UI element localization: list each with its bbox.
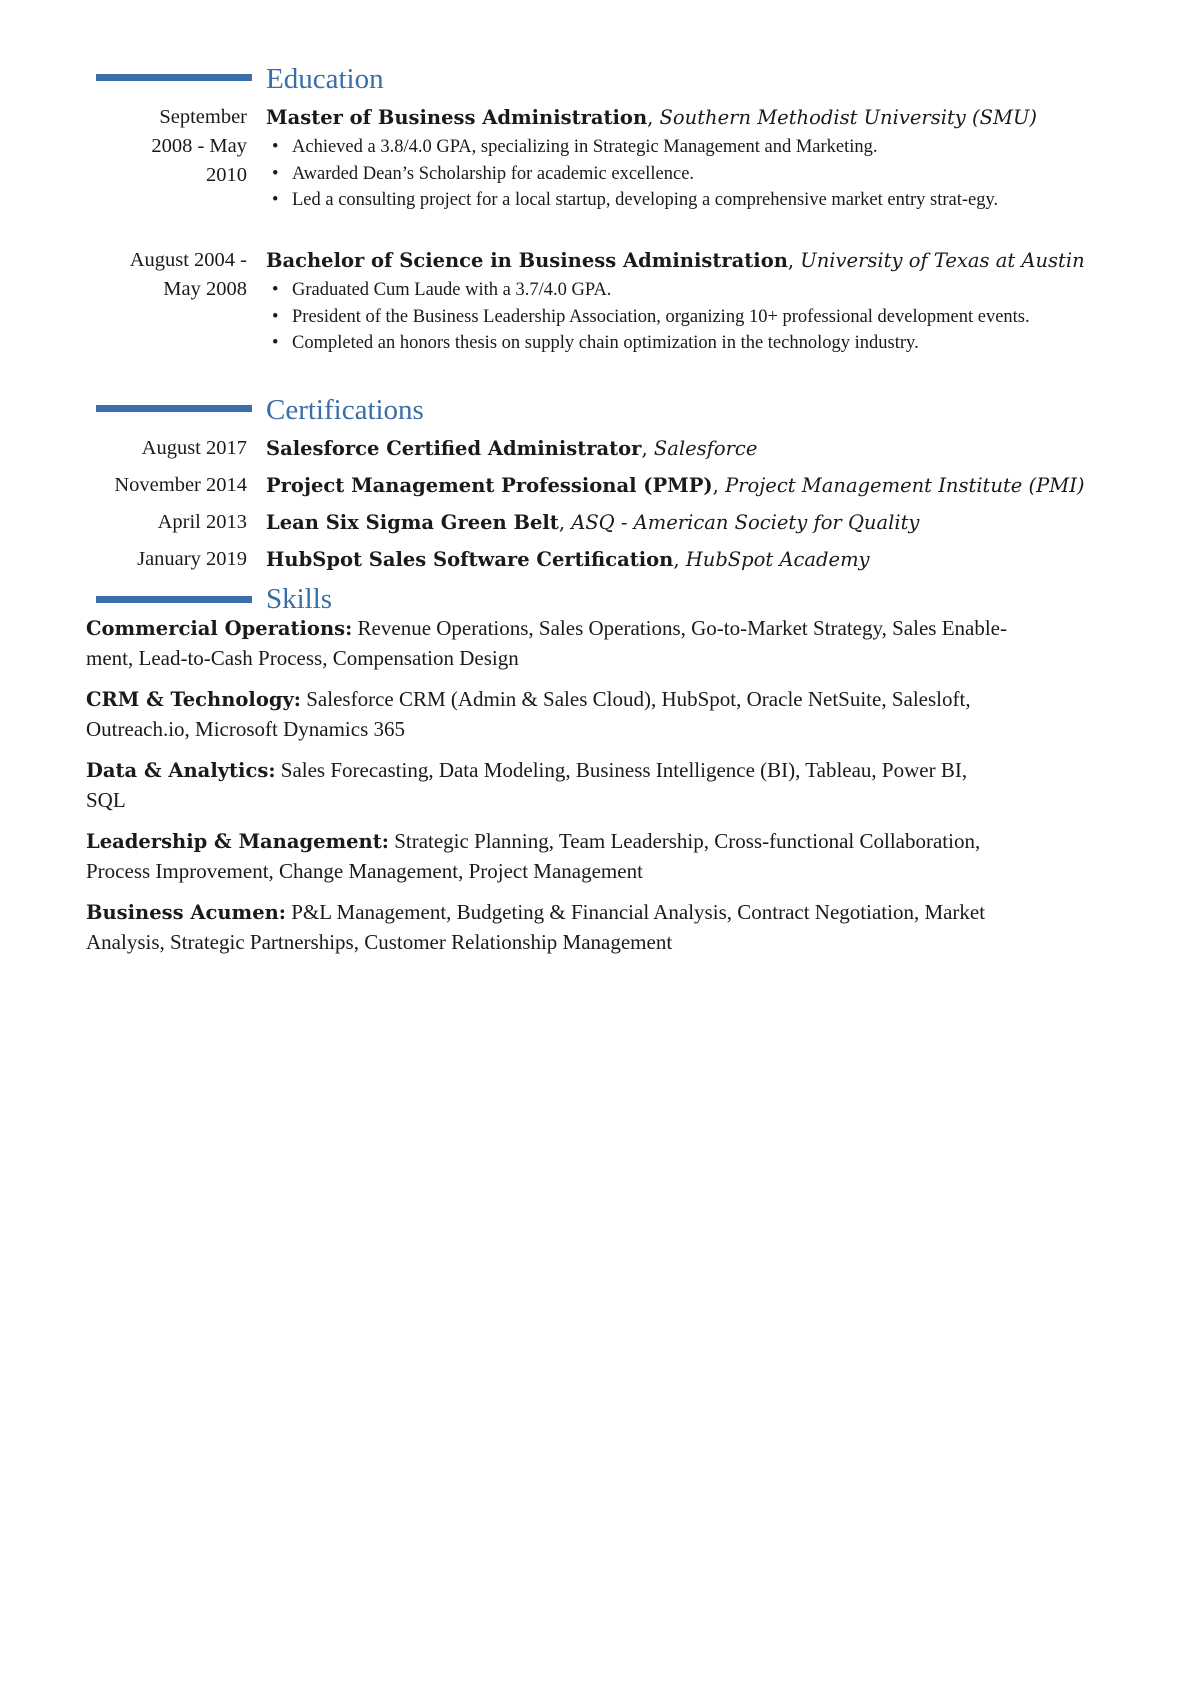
bullet-icon: • (272, 137, 279, 157)
education-bullets-bs (266, 277, 1098, 357)
skills-heading: Skills (266, 583, 333, 615)
education-bullets-mba (266, 134, 1098, 214)
list-item: • Graduated Cum Laude with a 3.7/4.0 GPA. (266, 277, 1098, 304)
skill-label: CRM & Technology: (86, 688, 301, 711)
bullet-icon: • (272, 306, 279, 327)
bullet-icon: • (272, 333, 279, 353)
cert-item: Lean Six Sigma Green Belt, ASQ - American Society for Quality (266, 511, 920, 534)
list-item: • Led a consulting project for a local startup, developing a comprehensive market entry strat-egy. (266, 187, 1098, 214)
skill-group: Commercial Operations: Revenue Operations, Sales Operations, Go-to-Market Strategy, Sales Enable- ment, Lead-to-Cash Process, Compensation Design (86, 616, 1007, 670)
cert-date: August 2017 (141, 437, 247, 459)
list-item: • Awarded Dean’s Scholarship for academic excellence. (266, 161, 1098, 188)
list-item: • Completed an honors thesis on supply chain optimization in the technology industry. (266, 330, 1098, 357)
cert-item: Project Management Professional (PMP), Project Management Institute (PMI) (266, 474, 1085, 497)
certifications-section-header (0, 393, 1190, 433)
institution-name: Southern Methodist University (SMU) (659, 106, 1037, 129)
certifications-heading: Certifications (266, 394, 424, 426)
education-heading: Education (266, 63, 384, 95)
skill-group: Business Acumen: P&L Management, Budgeting & Financial Analysis, Contract Negotiation, Market Analysis, Strategic Partnerships, Customer Relationship Management (86, 900, 986, 954)
education-title-mba: Master of Business Administration, Southern Methodist University (SMU) (266, 106, 1037, 129)
cert-item: HubSpot Sales Software Certification, HubSpot Academy (266, 548, 870, 571)
education-date-mba: September 2008 - May 2010 (151, 106, 247, 186)
section-accent-bar (96, 596, 252, 603)
cert-date: November 2014 (114, 474, 247, 496)
skill-group: CRM & Technology: Salesforce CRM (Admin & Sales Cloud), HubSpot, Oracle NetSuite, Salesloft, Outreach.io, Microsoft Dynamics 365 (86, 687, 971, 741)
skill-group: Data & Analytics: Sales Forecasting, Data Modeling, Business Intelligence (BI), Tableau, Power BI, SQL (86, 758, 968, 812)
section-accent-bar (96, 405, 252, 412)
education-title-bs: Bachelor of Science in Business Administration, University of Texas at Austin (266, 249, 1085, 272)
section-accent-bar (96, 74, 252, 81)
cert-item: Salesforce Certified Administrator, Salesforce (266, 437, 758, 460)
list-item: • President of the Business Leadership Association, organizing 10+ professional development events. (266, 304, 1098, 331)
degree-name: Master of Business Administration (266, 106, 648, 129)
skill-label: Data & Analytics: (86, 759, 276, 782)
skill-label: Business Acumen: (86, 901, 286, 924)
skill-group: Leadership & Management: Strategic Planning, Team Leadership, Cross-functional Collaboration, Process Improvement, Change Management, Project Management (86, 829, 981, 883)
list-item: • Achieved a 3.8/4.0 GPA, specializing in Strategic Management and Marketing. (266, 134, 1098, 161)
skill-label: Leadership & Management: (86, 830, 389, 853)
bullet-icon: • (272, 280, 279, 300)
skill-label: Commercial Operations: (86, 617, 353, 640)
cert-date: April 2013 (157, 511, 247, 533)
cert-date: January 2019 (137, 548, 247, 570)
bullet-icon: • (272, 163, 279, 184)
education-section-header (0, 62, 1190, 102)
bullet-icon: • (272, 190, 279, 210)
education-date-bs: August 2004 - May 2008 (129, 249, 247, 300)
institution-name: University of Texas at Austin (800, 249, 1085, 272)
degree-name: Bachelor of Science in Business Administration (266, 249, 788, 272)
